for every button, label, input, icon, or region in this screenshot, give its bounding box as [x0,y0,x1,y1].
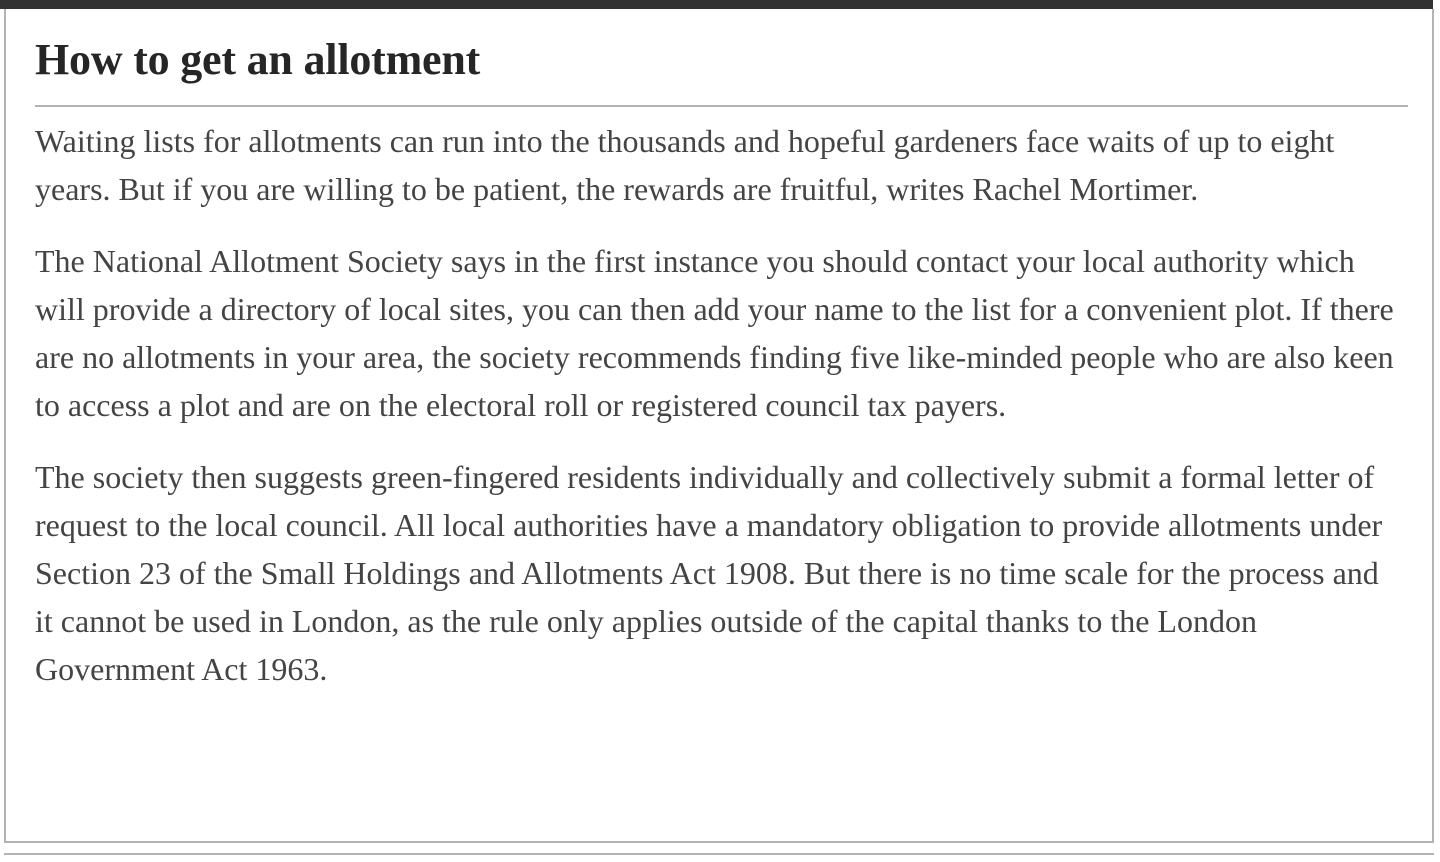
article-card [4,9,1434,843]
article-inner [6,9,1432,693]
page-title: How to get an allotment [35,35,481,84]
article-body [35,107,1404,693]
top-bar [0,0,1433,9]
article-paragraph: Waiting lists for allotments can run into the thousands and hopeful gardeners face waits of up to eight years. But if you are willing to be patient, the rewards are fruitful, writes Rachel Mortimer. [35,123,1335,207]
article-paragraph: The society then suggests green-fingered residents individually and collectively submit a formal letter of request to the local council. All local authorities have a mandatory obligation to provide allotments under Section 23 of the Small Holdings and Allotments Act 1908. But there is no time scale for the process and it cannot be used in London, as the rule only applies outside of the capital thanks to the London Government Act 1963. [35,459,1383,687]
article-paragraph: The National Allotment Society says in the first instance you should contact your local authority which will provide a directory of local sites, you can then add your name to the list for a convenient plot. If there are no allotments in your area, the society recommends finding five like-minded people who are also keen to access a plot and are on the electoral roll or registered council tax payers. [35,243,1394,423]
page-bottom-rule [4,853,1434,855]
